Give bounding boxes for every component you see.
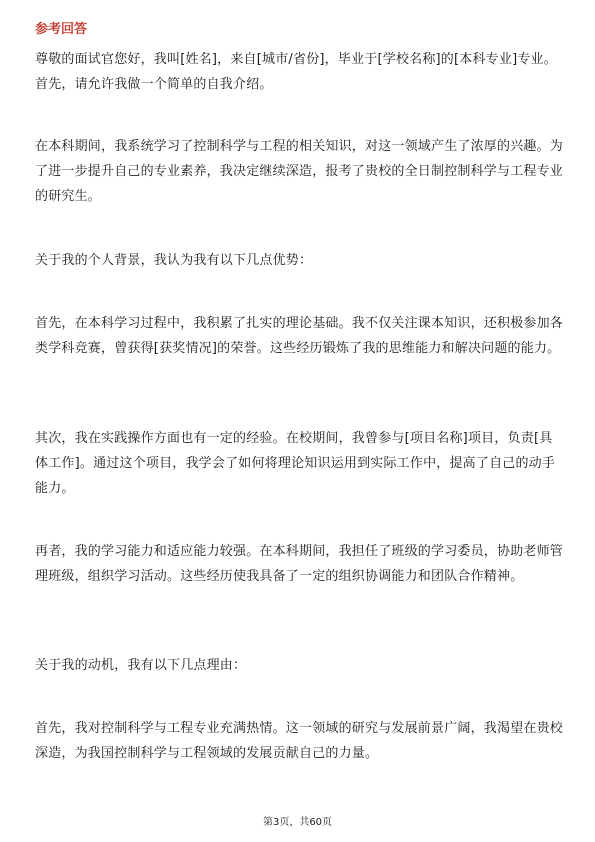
paragraph-passion: 首先，我对控制科学与工程专业充满热情。这一领域的研究与发展前景广阔，我渴望在贵校深造，为我国控制科学与工程领域的发展贡献自己的力量。	[35, 721, 564, 761]
paragraph-theory-foundation: 首先，在本科学习过程中，我积累了扎实的理论基础。我不仅关注课本知识，还积极参加各类学科竞赛，曾获得[获奖情况]的荣誉。这些经历锻炼了我的思维能力和解决问题的能力。	[35, 316, 564, 356]
paragraph-practice-experience: 其次，我在实践操作方面也有一定的经验。在校期间，我曾参与[项目名称]项目，负责[具体工作]。通过这个项目，我学会了如何将理论知识运用到实际工作中，提高了自己的动手能力。	[35, 431, 556, 496]
paragraph-learning-ability: 再者，我的学习能力和适应能力较强。在本科期间，我担任了班级的学习委员，协助老师管理班级，组织学习活动。这些经历使我具备了一定的组织协调能力和团队合作精神。	[35, 544, 564, 584]
page-number-footer: 第3页，共60页	[262, 817, 333, 828]
paragraph-undergrad-study: 在本科期间，我系统学习了控制科学与工程的相关知识，对这一领域产生了浓厚的兴趣。为了进一步提升自己的专业素养，我决定继续深造，报考了贵校的全日制控制科学与工程专业的研究生。	[35, 139, 564, 204]
paragraph-background-intro: 关于我的个人背景，我认为我有以下几点优势：	[35, 253, 313, 268]
paragraph-motivation-intro: 关于我的动机，我有以下几点理由：	[35, 658, 247, 673]
answer-heading: 参考回答	[35, 22, 88, 37]
paragraph-introduction: 尊敬的面试官您好，我叫[姓名]，来自[城市/省份]，毕业于[学校名称]的[本科专业]专业。首先，请允许我做一个简单的自我介绍。	[35, 52, 557, 92]
